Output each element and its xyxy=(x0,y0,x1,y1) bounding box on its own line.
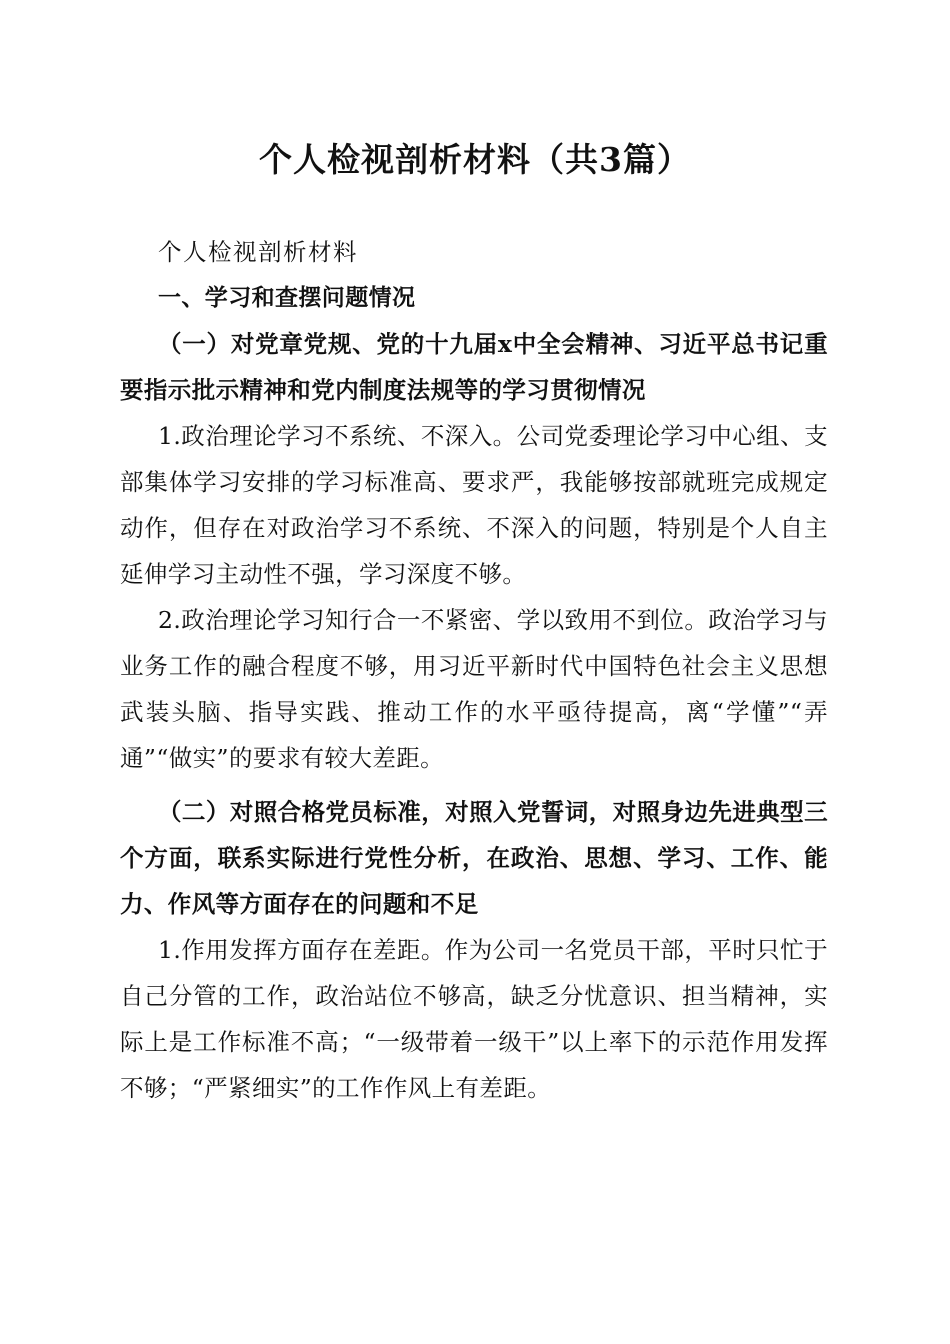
document-title: 个人检视剖析材料（共3篇） xyxy=(259,140,691,179)
subsection-heading-2: （二）对照合格党员标准，对照入党誓词，对照身边先进典型三个方面，联系实际进行党性分析，在政治、思想、学习、工作、能力、作风等方面存在的问题和不足 xyxy=(120,798,828,918)
document-subtitle: 个人检视剖析材料 xyxy=(158,238,358,266)
paragraph: 1.作用发挥方面存在差距。作为公司一名党员干部，平时只忙于自己分管的工作，政治站位不够高，缺乏分忧意识、担当精神，实际上是工作标准不高；“一级带着一级干”以上率下的示范作用发挥不够；“严紧细实”的工作作风上有差距。 xyxy=(120,936,828,1102)
subsection-heading-1: （一）对党章党规、党的十九届x中全会精神、习近平总书记重要指示批示精神和党内制度法规等的学习贯彻情况 xyxy=(120,330,828,404)
document-body xyxy=(120,229,828,1111)
paragraph: 2.政治理论学习知行合一不紧密、学以致用不到位。政治学习与业务工作的融合程度不够，用习近平新时代中国特色社会主义思想武装头脑、指导实践、推动工作的水平亟待提高，离“学懂”“弄通”“做实”的要求有较大差距。 xyxy=(120,606,828,772)
paragraph: 1.政治理论学习不系统、不深入。公司党委理论学习中心组、支部集体学习安排的学习标准高、要求严，我能够按部就班完成规定动作，但存在对政治学习不系统、不深入的问题，特别是个人自主延伸学习主动性不强，学习深度不够。 xyxy=(120,422,828,588)
section-heading-1: 一、学习和查摆问题情况 xyxy=(158,285,416,311)
